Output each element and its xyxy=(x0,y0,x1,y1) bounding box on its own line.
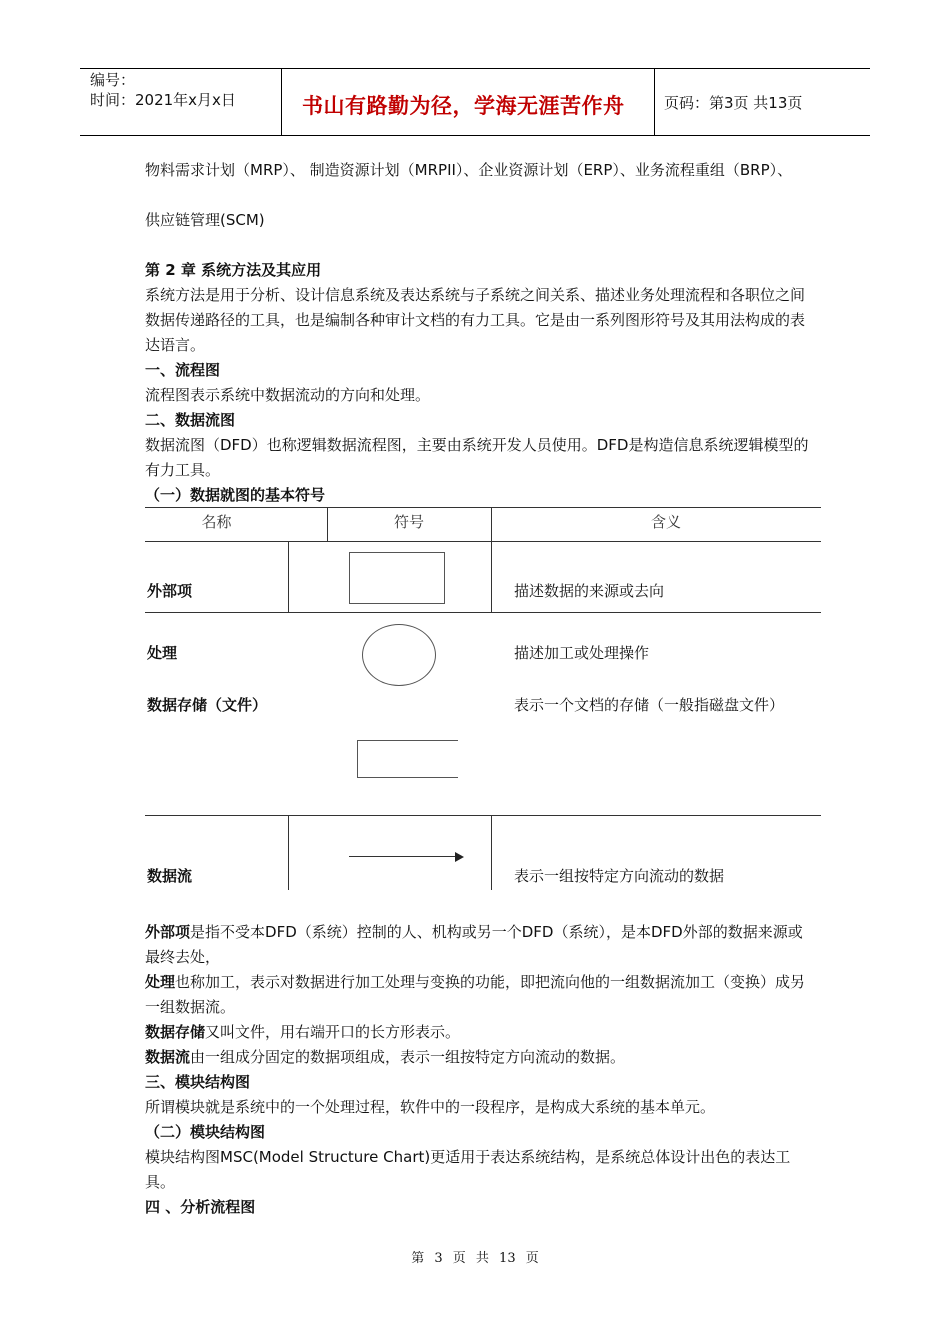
table-col-divider xyxy=(491,541,492,612)
table-col-divider xyxy=(491,507,492,541)
datastore-open-rectangle-symbol xyxy=(357,740,458,778)
section-2-title: 二、数据流图 xyxy=(145,411,236,429)
chapter-paragraph: 系统方法是用于分析、设计信息系统及表达系统与子系统之间关系、描述业务处理流程和各职位之间数据传递路径的工具，也是编制各种审计文档的有力工具。它是由一系列图形符号及其用法构成的表达语言。 xyxy=(145,286,806,354)
definition-external xyxy=(145,920,815,970)
definition-text: 也称加工，表示对数据进行加工处理与变换的功能，即把流向他的一组数据流加工（变换）成另一组数据流。 xyxy=(145,973,806,1016)
table-row-rule xyxy=(145,612,821,613)
row-name-dataflow: 数据流 xyxy=(147,867,193,885)
section-1-title: 一、流程图 xyxy=(145,361,221,379)
row-meaning-process: 描述加工或处理操作 xyxy=(514,644,650,662)
section-2-paragraph: 数据流图（DFD）也称逻辑数据流程图，主要由系统开发人员使用。DFD是构造信息系统逻辑模型的有力工具。 xyxy=(145,436,809,479)
section-2-subtitle: （一）数据就图的基本符号 xyxy=(145,486,326,504)
header-divider xyxy=(654,68,655,135)
chapter-title: 第 2 章 系统方法及其应用 xyxy=(145,261,322,279)
definition-text: 又叫文件，用右端开口的长方形表示。 xyxy=(205,1023,461,1041)
term: 数据流 xyxy=(145,1048,191,1066)
table-top-rule xyxy=(145,507,821,508)
table-row-rule xyxy=(145,815,821,816)
section-3-title: 三、模块结构图 xyxy=(145,1073,251,1091)
section-3-paragraph: 所谓模块就是系统中的一个处理过程，软件中的一段程序，是构成大系统的基本单元。 xyxy=(145,1098,716,1116)
doc-code-label: 编号： xyxy=(90,71,136,89)
table-col-divider xyxy=(288,541,289,612)
section-3-sub-paragraph: 模块结构图MSC(Model Structure Chart)更适用于表达系统结构，是系统总体设计出色的表达工具。 xyxy=(145,1148,791,1191)
header-page-info: 页码：第3页 共13页 xyxy=(664,94,803,112)
term: 数据存储 xyxy=(145,1023,206,1041)
table-header-name: 名称 xyxy=(201,513,232,531)
table-col-divider xyxy=(288,815,289,890)
section-3-subtitle: （二）模块结构图 xyxy=(145,1123,266,1141)
table-header-meaning: 含义 xyxy=(650,513,681,531)
row-name-external: 外部项 xyxy=(147,582,193,600)
term: 外部项 xyxy=(145,923,191,941)
row-name-datastore: 数据存储（文件） xyxy=(147,696,268,714)
process-circle-symbol xyxy=(362,624,436,686)
term: 处理 xyxy=(145,973,176,991)
row-meaning-dataflow: 表示一组按特定方向流动的数据 xyxy=(514,867,725,885)
dataflow-arrow-symbol xyxy=(349,856,455,857)
header-motto: 书山有路勤为径，学海无涯苦作舟 xyxy=(302,94,625,118)
doc-date-label: 时间：2021年x月x日 xyxy=(90,91,236,109)
table-col-divider xyxy=(491,815,492,890)
table-header-symbol: 符号 xyxy=(393,513,424,531)
external-entity-rectangle-symbol xyxy=(349,552,445,604)
row-meaning-external: 描述数据的来源或去向 xyxy=(514,582,665,600)
section-4-title: 四 、分析流程图 xyxy=(145,1198,256,1216)
arrowhead-icon xyxy=(455,852,464,862)
intro-line-1: 物料需求计划（MRP）、 制造资源计划（MRPII）、企业资源计划（ERP）、业务流程重组（BRP）、 xyxy=(145,161,793,179)
definition-datastore xyxy=(145,1020,815,1045)
row-name-process: 处理 xyxy=(147,644,178,662)
page-footer: 第 3 页 共 13 页 xyxy=(411,1251,539,1266)
intro-line-2: 供应链管理(SCM) xyxy=(145,211,265,229)
definition-process xyxy=(145,970,815,1020)
header-divider xyxy=(281,68,282,135)
definition-dataflow xyxy=(145,1045,815,1070)
header-top-rule xyxy=(80,68,870,69)
definition-text: 是指不受本DFD（系统）控制的人、机构或另一个DFD（系统），是本DFD外部的数据来源或最终去处， xyxy=(145,923,803,966)
table-header-rule xyxy=(145,541,821,542)
header-bottom-rule xyxy=(80,135,870,136)
row-meaning-datastore: 表示一个文档的存储（一般指磁盘文件） xyxy=(514,696,785,714)
section-1-paragraph: 流程图表示系统中数据流动的方向和处理。 xyxy=(145,386,431,404)
definition-text: 由一组成分固定的数据项组成，表示一组按特定方向流动的数据。 xyxy=(190,1048,626,1066)
